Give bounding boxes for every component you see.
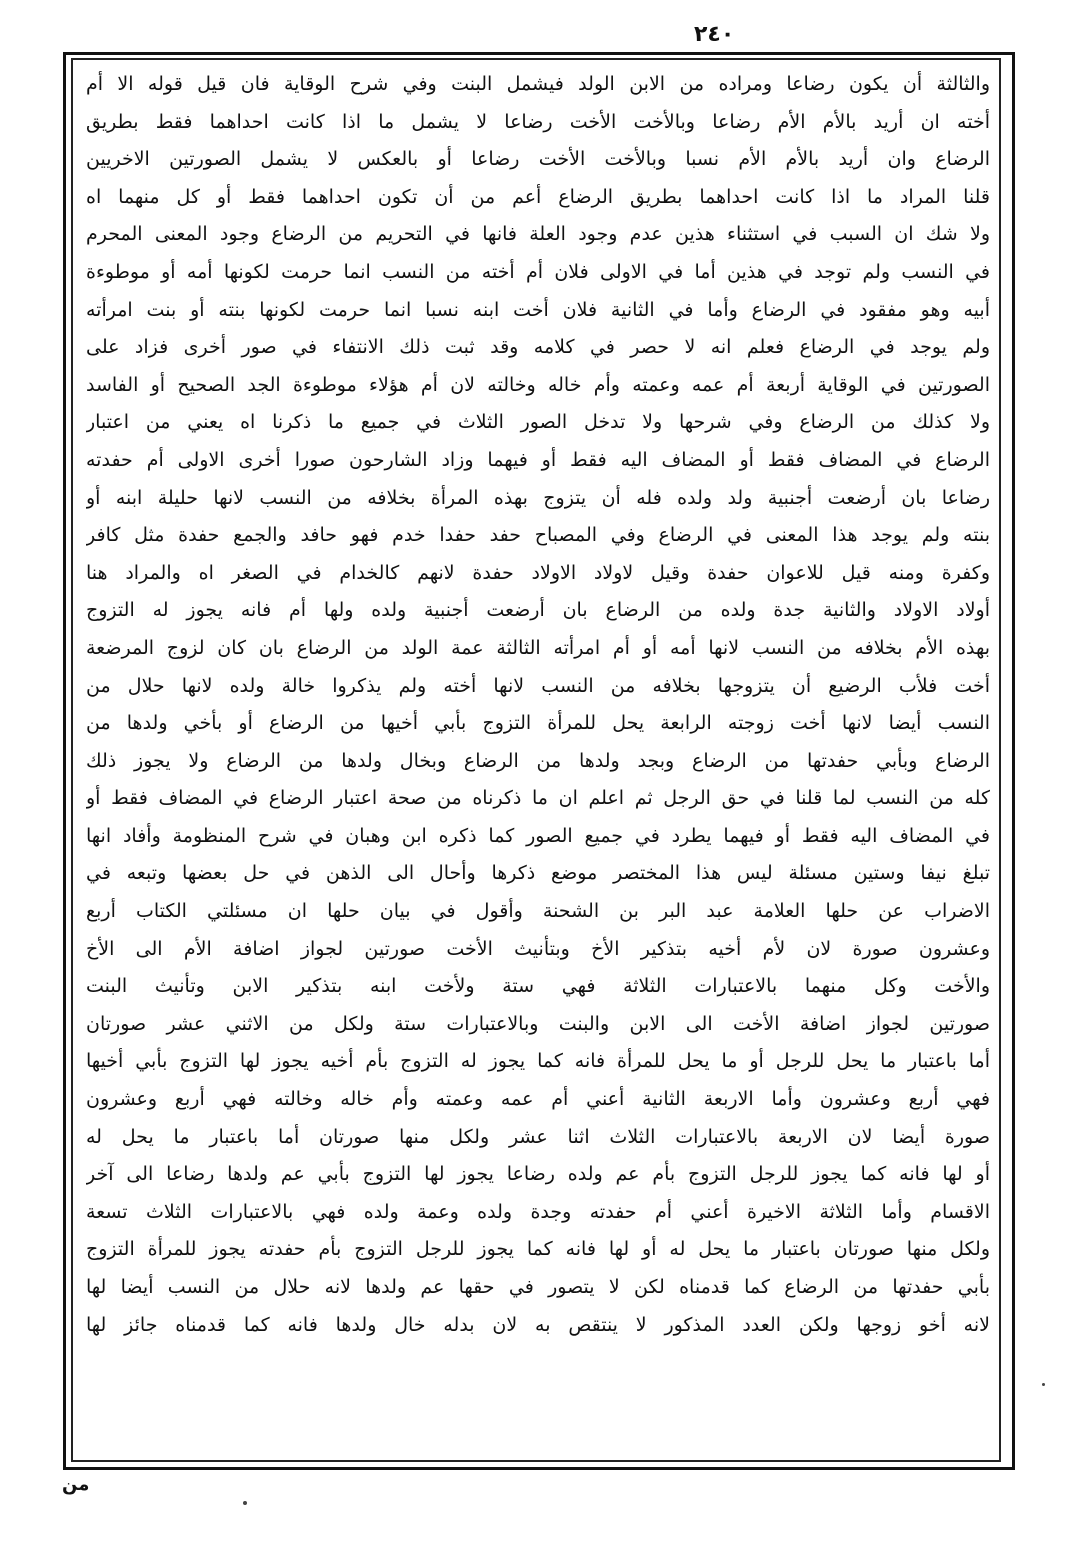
text-line: صورة أيضا لان الاربعة بالاعتبارات الثلاث اثنا عشر ولكل منها صورتان أما باعتبار ما يحل له	[86, 1125, 990, 1148]
text-line: ولا شك ان السبب في استثناء هذين عدم وجود العلة فانها في التحريم من الرضاع وجود المعنى المحرم	[86, 223, 990, 246]
page-number: ٢٤٠	[694, 22, 735, 47]
text-line: أو لها فانه كما يجوز للرجل التزوج بأم عم ولده رضاعا يجوز لها التزوج بأبي عم ولدها رضاعا الى آخر	[86, 1163, 990, 1186]
text-line: كله من النسب لما قلنا في حق الرجل ثم اعلم ان ما ذكرناه من صحة اعتبار الرضاع في المضاف فقط أو	[86, 787, 990, 810]
text-line: الاضراب عن حلها العلامة عبد البر بن الشحنة وأقول في بيان حلها ان مسئلتي الكتاب أربع	[86, 900, 990, 923]
text-line: أخت فلأب الرضيع أن يتزوجها بخلافه من النسب لانها أخته ولم يذكروا خالة ولده لانها حلال من	[86, 674, 990, 697]
text-line: فهي أربع وعشرون وأما الاربعة الثانية أعني أم عمه وعمته وأم خاله وخالته فهي أربع وعشرون	[86, 1088, 990, 1111]
text-line: أبيه وهو مفقود في الرضاع وأما في الثانية فلان أخت ابنه نسبا انما حرمت لكونها بنته أو بنت امرأته	[86, 298, 990, 321]
text-line: ولا كذلك من الرضاع وفي شرحها ولا تدخل الصور الثلاث في جميع ما ذكرنا اه يعني من اعتبار	[86, 411, 990, 434]
text-line: أما باعتبار ما يحل للرجل أو ما يحل للمرأة فانه كما يجوز له التزوج بأم أخيه يجوز لها التزوج بأبي أخيها	[86, 1050, 990, 1073]
text-line: ولكل منها صورتان باعتبار ما يحل له أو لها فانه كما يجوز للرجل التزوج بأم حفدته يجوز للمرأة التزوج	[86, 1238, 990, 1261]
text-line: الرضاع وان أريد بالأم الأم نسبا وبالأخت الأخت رضاعا أو بالعكس لا يشمل الصورتين الاخريين	[86, 148, 990, 171]
text-line: بنته ولم يوجد هذا المعنى في الرضاع وفي المصباح حفد حفدا خدم فهو حافد والجمع حفدة مثل كافر	[86, 524, 990, 547]
text-line: قلنا المراد ما اذا كانت احداهما بطريق الرضاع أعم من أن تكون احداهما فقط أو كل منهما اه	[86, 185, 990, 208]
ink-speck	[1042, 1383, 1045, 1386]
text-line: الرضاع في المضاف فقط أو المضاف اليه فقط أو فيهما وزاد الشارحون صورا أخرى الاولى أم حفدته	[86, 448, 990, 471]
text-line: ولم يوجد في الرضاع فعلم انه لا حصر في كلامه وقد ثبت ذلك الانتفاء في صور أخرى فزاد على	[86, 336, 990, 359]
text-line: أولاد الاولاد والثانية جدة ولده من الرضاع بان أرضعت أجنبية ولده ولها أم فانه يجوز له التزوج	[86, 599, 990, 622]
text-line: وعشرون صورة لان لأم أخيه بتذكير الأخ وبتأنيث الأخت صورتين لجواز اضافة الأم الى الأخ	[86, 937, 990, 960]
text-line: لانه أخو زوجها ولكن العدد المذكور لا ينتقص به لان بدله خال ولدها فانه كما قدمناه جائز لها	[86, 1313, 990, 1336]
text-line	[86, 1344, 990, 1382]
text-body	[86, 66, 990, 1382]
text-line: أخته ان أريد بالأم الأم رضاعا وبالأخت الأخت رضاعا لا يشمل ما اذا كانت احداهما فقط بطريق	[86, 110, 990, 133]
text-line: بهذه الأم بخلافه من النسب لانها أمه أو أم امرأته الثالثة عمة الولد من الرضاع بان كان لزوج المرضعة	[86, 636, 990, 659]
text-line: في المضاف اليه فقط أو فيهما يطرد في جميع الصور كما ذكره ابن وهبان في شرح المنظومة وأفاد انها	[86, 824, 990, 847]
text-line: وكفرة ومنه قيل للاعوان حفدة وقيل لاولاد الاولاد حفدة لانهم كالخدام في الصغر اه والمراد هنا	[86, 561, 990, 584]
text-line: والأخت وكل منهما بالاعتبارات الثلاثة فهي ستة ولأخت ابنه بتذكير الابن وتأنيث البنت	[86, 975, 990, 998]
text-line: الاقسام وأما الثلاثة الاخيرة أعني أم حفدته وجدة ولده وعمة ولده فهي بالاعتبارات الثلاث تسعة	[86, 1200, 990, 1223]
text-line: تبلغ نيفا وستين مسئلة ليس هذا المختصر موضع ذكرها وأحال الى الذهن في حل بعضها وتبعه في	[86, 862, 990, 885]
text-line: في النسب ولم توجد في هذين أما في الاولى فلان أم أخته من النسب انما حرمت لكونها أمه أو موطوءة	[86, 260, 990, 283]
text-line: صورتين لجواز اضافة الأخت الى الابن والبنت وبالاعتبارات ستة ولكل من الاثني عشر صورتان	[86, 1012, 990, 1035]
text-line: رضاعا بان أرضعت أجنبية ولد ولده فله أن يتزوج بهذه المرأة بخلافه من النسب لانها حليلة ابنه أو	[86, 486, 990, 509]
text-line: الصورتين في الوقاية أربعة أم عمه وعمته وأم خاله وخالته لان أم هؤلاء موطوءة الجد الصحيح أو الفاسد	[86, 373, 990, 396]
text-line: بأبي حفدتها من الرضاع كما قدمناه لكن لا يتصور في حقها عم ولدها لانه حلال من النسب أيضا لها	[86, 1276, 990, 1298]
text-line: الرضاع وبأبي حفدتها من الرضاع وبجد ولدها من الرضاع وبخال ولدها من الرضاع ولا يجوز ذلك	[86, 749, 990, 772]
catchword: من	[62, 1474, 90, 1495]
text-line: النسب أيضا لانها أخت زوجته الرابعة يحل للمرأة التزوج بأبي أخيها من الرضاع أو بأخي ولدها من	[86, 712, 990, 735]
text-line: والثالثة أن يكون رضاعا ومراده من الابن الولد فيشمل البنت وفي شرح الوقاية فان قيل قوله الا أم	[86, 73, 990, 95]
ink-speck	[243, 1501, 247, 1505]
